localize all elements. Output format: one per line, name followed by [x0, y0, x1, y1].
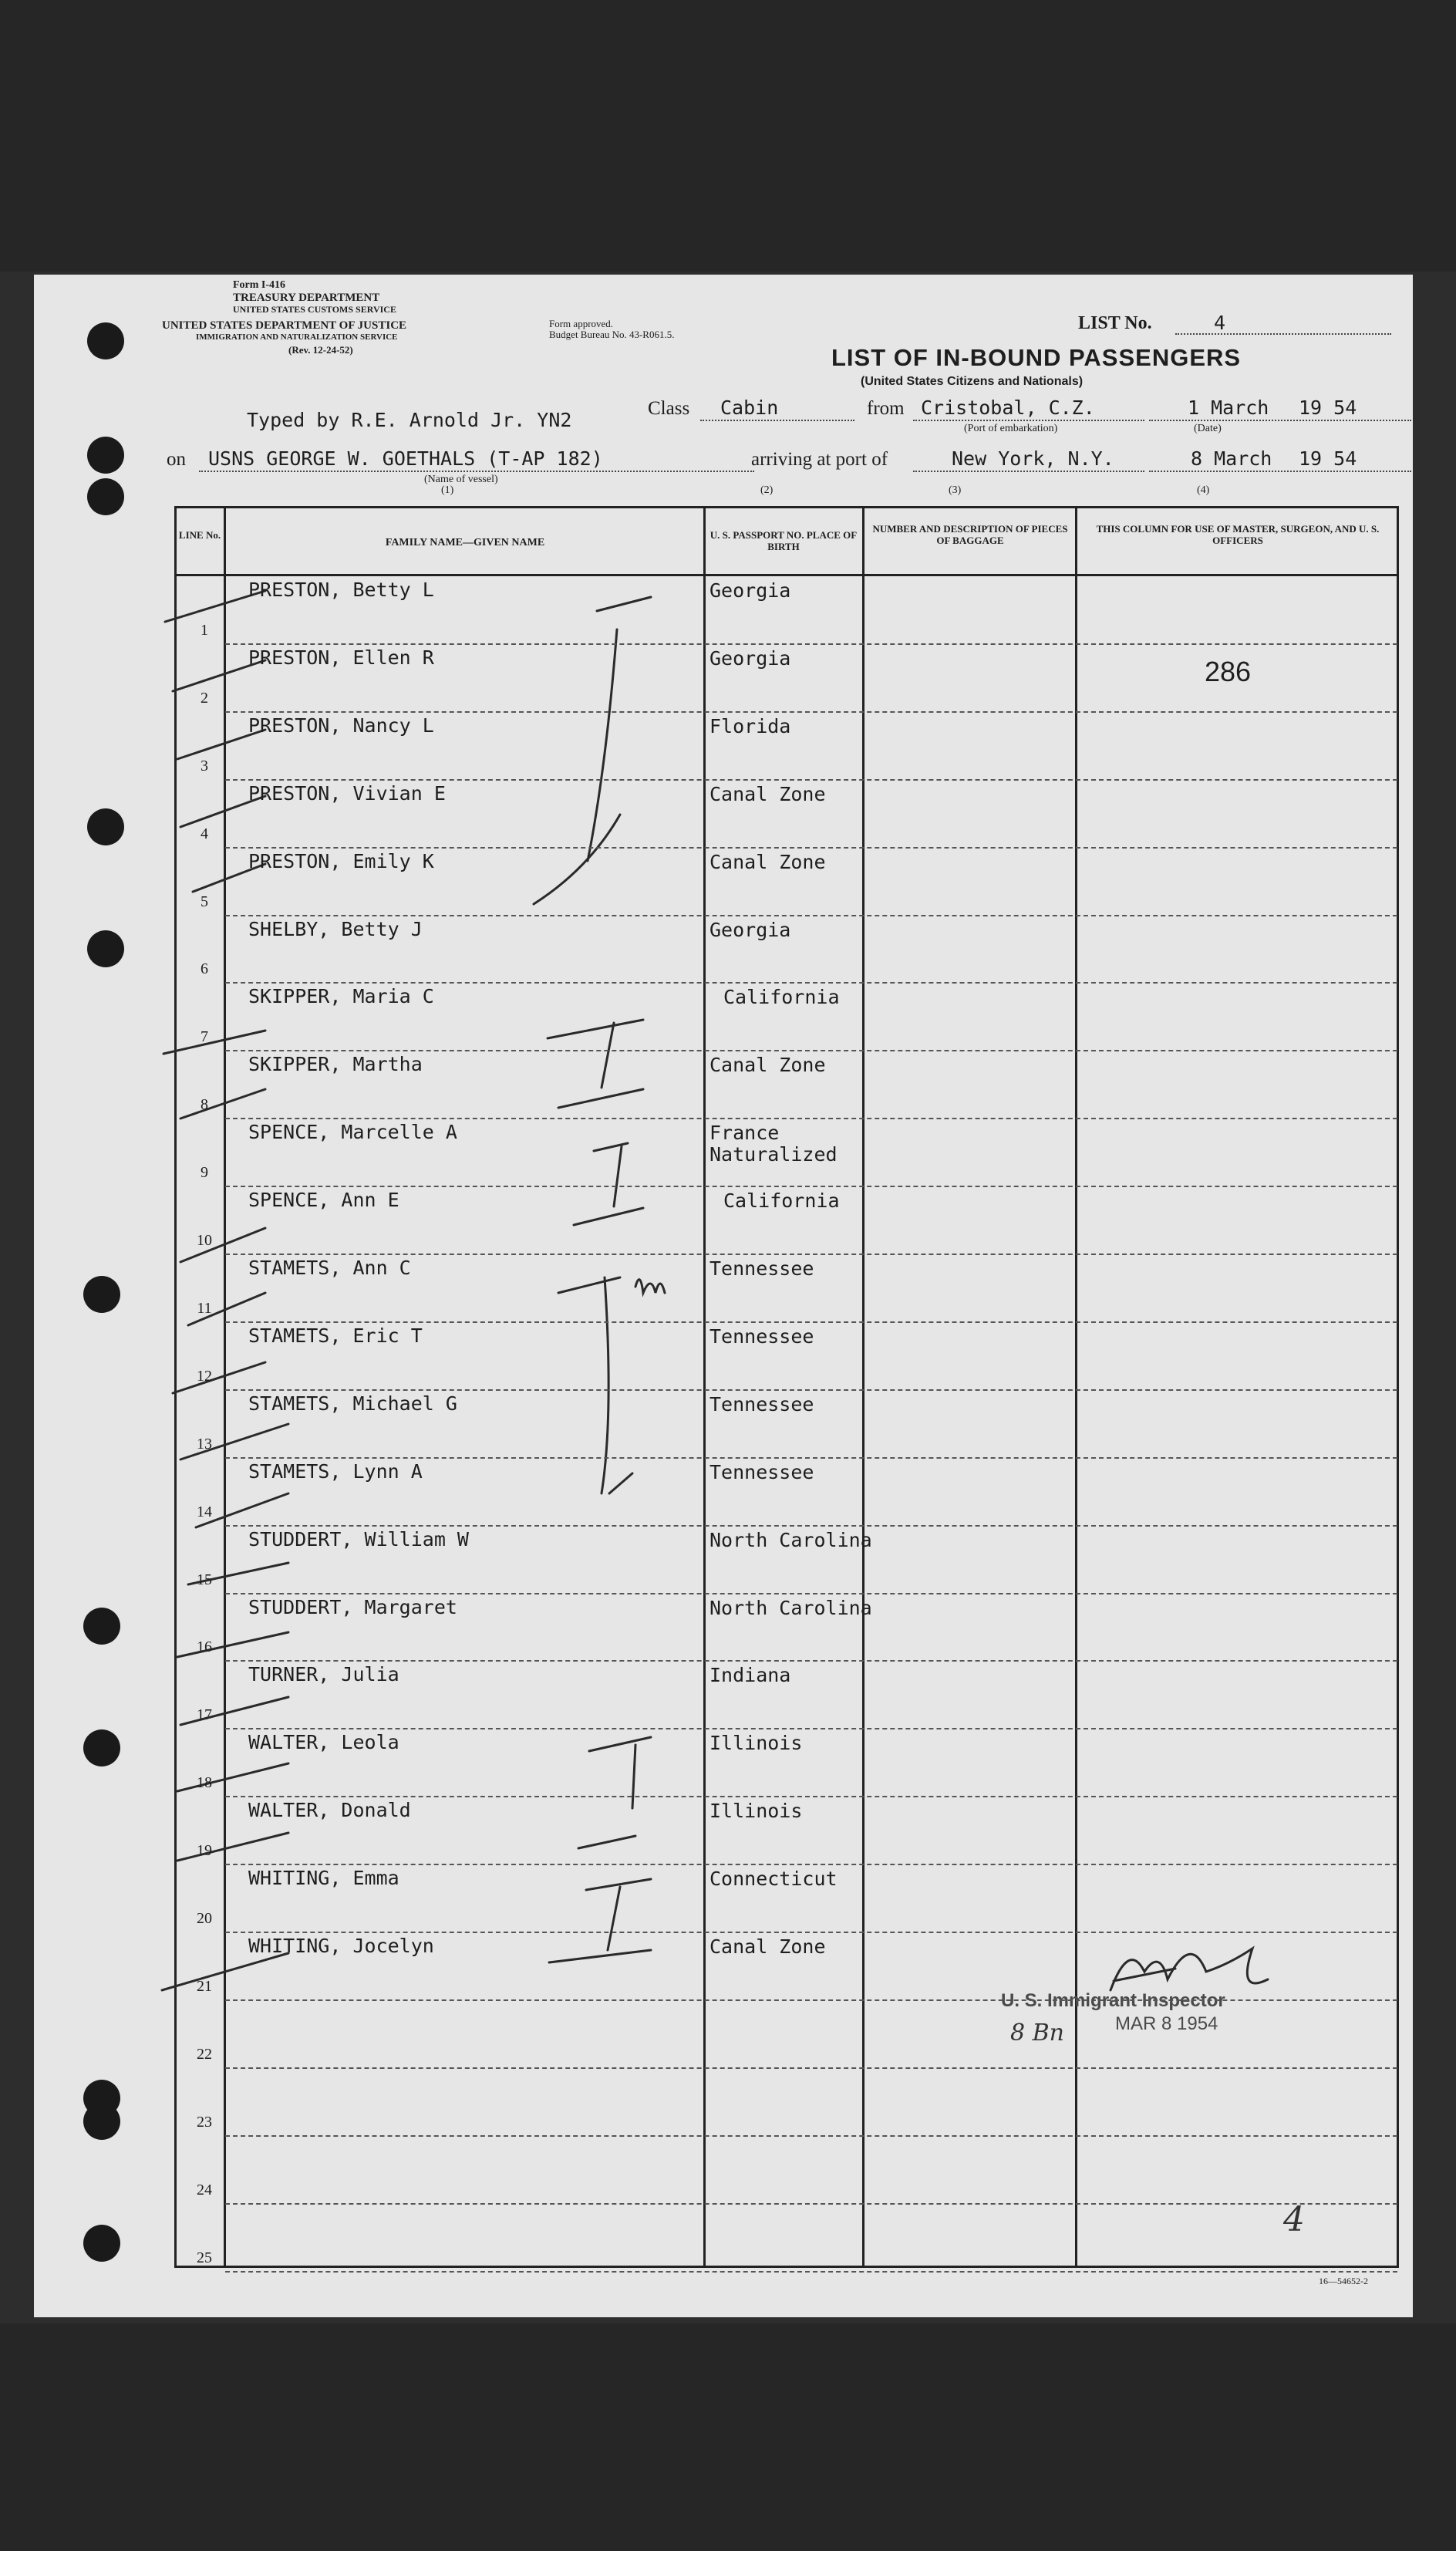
place-of-birth: Georgia	[709, 579, 791, 602]
line-number: 15	[197, 1571, 212, 1588]
line-number: 22	[197, 2046, 212, 2063]
column-number-4: (4)	[1197, 484, 1210, 496]
form-approved: Form approved.	[549, 318, 614, 329]
line-number: 14	[197, 1503, 212, 1520]
passenger-name: SKIPPER, Maria C	[248, 985, 434, 1007]
line-number: 10	[197, 1232, 212, 1249]
line-number: 4	[201, 825, 208, 842]
passenger-name: WALTER, Leola	[248, 1731, 399, 1753]
line-number: 9	[201, 1164, 208, 1181]
officer-initials: 8 Bn	[1010, 2020, 1064, 2047]
bracket-mark	[558, 1089, 643, 1108]
place-of-birth: California	[723, 986, 840, 1008]
embarkation-year: 19 54	[1299, 396, 1357, 419]
bracket-mark	[574, 1208, 643, 1225]
scanner-background-bottom	[0, 2323, 1456, 2551]
row-divider	[225, 1660, 1397, 1662]
justice-department: UNITED STATES DEPARTMENT OF JUSTICE	[162, 319, 407, 332]
line-number: 5	[201, 893, 208, 910]
row-divider	[225, 1593, 1397, 1594]
row-divider	[225, 2271, 1397, 2273]
passenger-name: WHITING, Jocelyn	[248, 1935, 434, 1957]
arrival-year: 19 54	[1299, 447, 1357, 470]
row-divider	[225, 1254, 1397, 1255]
place-of-birth: Tennessee	[709, 1257, 814, 1280]
place-of-birth: Georgia	[709, 647, 791, 670]
officers-header: THIS COLUMN FOR USE OF MASTER, SURGEON, AND U. S. OFFICERS	[1096, 523, 1380, 546]
row-divider	[225, 2135, 1397, 2137]
row-divider	[225, 779, 1397, 781]
place-of-birth: Illinois	[709, 1732, 803, 1754]
bracket-mark	[608, 1887, 620, 1950]
place-of-birth: Florida	[709, 715, 791, 737]
list-no-value: 4	[1214, 312, 1226, 334]
line-number: 25	[197, 2249, 212, 2266]
line-number: 13	[197, 1436, 212, 1453]
place-of-birth: France	[709, 1122, 780, 1144]
on-label: on	[167, 449, 186, 470]
bracket-mark	[534, 815, 620, 904]
passenger-name: PRESTON, Ellen R	[248, 646, 434, 669]
place-of-birth: Canal Zone	[709, 1054, 826, 1076]
line-number: 3	[201, 758, 208, 774]
scanner-background-top	[0, 0, 1456, 272]
line-number: 16	[197, 1638, 212, 1655]
passenger-name: PRESTON, Emily K	[248, 850, 434, 872]
bracket-mark	[549, 1950, 651, 1962]
row-divider	[225, 847, 1397, 849]
embarkation-date: 1 March	[1188, 396, 1269, 419]
customs-service: UNITED STATES CUSTOMS SERVICE	[233, 304, 396, 315]
line-number: 24	[197, 2182, 212, 2198]
place-of-birth: Tennessee	[709, 1325, 814, 1348]
bracket-mark	[602, 1277, 608, 1493]
line-number: 17	[197, 1706, 212, 1723]
bracket-mark	[597, 597, 651, 611]
bracket-mark	[589, 1737, 651, 1751]
place-of-birth: Indiana	[709, 1664, 791, 1686]
vessel-name: USNS GEORGE W. GOETHALS (T-AP 182)	[208, 447, 603, 470]
row-divider	[225, 1932, 1397, 1933]
row-divider	[225, 711, 1397, 713]
bracket-mark	[594, 1143, 628, 1151]
line-number: 21	[197, 1978, 212, 1995]
passenger-name: SKIPPER, Martha	[248, 1053, 423, 1075]
row-divider	[225, 915, 1397, 916]
passenger-name: STUDDERT, William W	[248, 1528, 469, 1551]
bracket-mark	[578, 1836, 635, 1848]
list-no-label: LIST No.	[1078, 313, 1152, 333]
passenger-name: PRESTON, Betty L	[248, 579, 434, 601]
passenger-manifest-sheet	[34, 275, 1413, 2317]
passenger-name: STAMETS, Michael G	[248, 1392, 457, 1415]
line-number: 18	[197, 1774, 212, 1791]
passenger-name: WHITING, Emma	[248, 1867, 399, 1889]
line-number: 6	[201, 960, 208, 977]
bracket-mark	[614, 1146, 622, 1206]
immigration-service: IMMIGRATION AND NATURALIZATION SERVICE	[196, 332, 398, 342]
place-of-birth: Canal Zone	[709, 783, 826, 805]
passenger-name: STAMETS, Lynn A	[248, 1460, 423, 1483]
passenger-name: STUDDERT, Margaret	[248, 1596, 457, 1618]
place-of-birth-note: Naturalized	[709, 1143, 838, 1166]
row-divider	[225, 1525, 1397, 1527]
line-number: 20	[197, 1910, 212, 1927]
bracket-mark	[602, 1023, 614, 1088]
inspector-stamp: U. S. Immigrant Inspector	[1001, 1990, 1225, 2011]
place-of-birth: Tennessee	[709, 1393, 814, 1416]
place-of-birth: Canal Zone	[709, 1935, 826, 1958]
bracket-mark	[609, 1473, 632, 1493]
line-number: 1	[201, 622, 208, 639]
passenger-name: PRESTON, Vivian E	[248, 782, 446, 805]
passport-header: U. S. PASSPORT NO. PLACE OF BIRTH	[709, 529, 858, 552]
place-of-birth: Canal Zone	[709, 851, 826, 873]
passenger-name: SPENCE, Marcelle A	[248, 1121, 457, 1143]
row-divider	[225, 643, 1397, 645]
line-number: 19	[197, 1842, 212, 1859]
passenger-name: SPENCE, Ann E	[248, 1189, 399, 1211]
row-divider	[225, 1186, 1397, 1187]
bracket-mark	[558, 1277, 620, 1293]
line-number: 8	[201, 1096, 208, 1113]
row-divider	[225, 2203, 1397, 2205]
place-of-birth: Georgia	[709, 919, 791, 941]
row-divider	[225, 1321, 1397, 1323]
port-of-arrival: New York, N.Y.	[952, 447, 1114, 470]
bracket-mark	[548, 1020, 643, 1038]
baggage-header: NUMBER AND DESCRIPTION OF PIECES OF BAGGAGE	[872, 523, 1068, 546]
passenger-name: PRESTON, Nancy L	[248, 714, 434, 737]
row-divider	[225, 1050, 1397, 1051]
name-header: FAMILY NAME—GIVEN NAME	[385, 537, 545, 548]
arriving-label: arriving at port of	[751, 449, 888, 470]
column-number-1: (1)	[441, 484, 454, 496]
place-of-birth: Illinois	[709, 1800, 803, 1822]
budget-bureau-number: Budget Bureau No. 43-R061.5.	[549, 329, 675, 340]
form-number: Form I-416	[233, 279, 286, 291]
officer-number: 286	[1205, 656, 1252, 687]
document-title: LIST OF IN-BOUND PASSENGERS	[831, 344, 1242, 371]
row-divider	[225, 1864, 1397, 1865]
row-divider	[225, 1457, 1397, 1459]
place-of-birth: North Carolina	[709, 1529, 872, 1551]
row-divider	[225, 1728, 1397, 1729]
passenger-name: STAMETS, Eric T	[248, 1324, 423, 1347]
line-number: 2	[201, 690, 208, 707]
place-of-birth: Tennessee	[709, 1461, 814, 1483]
passenger-name: WALTER, Donald	[248, 1799, 411, 1821]
vessel-caption: (Name of vessel)	[424, 474, 498, 485]
place-of-birth: Connecticut	[709, 1868, 838, 1890]
row-divider	[225, 2067, 1397, 2069]
place-of-birth: North Carolina	[709, 1597, 872, 1619]
class-value: Cabin	[720, 396, 779, 419]
stamp-date: MAR 8 1954	[1115, 2013, 1218, 2034]
line-number: 7	[201, 1028, 208, 1045]
bracket-mark	[635, 1280, 665, 1293]
line-number: 11	[197, 1300, 212, 1317]
passenger-name: STAMETS, Ann C	[248, 1257, 411, 1279]
passenger-name: TURNER, Julia	[248, 1663, 399, 1685]
port-of-embarkation: Cristobal, C.Z.	[921, 396, 1095, 419]
page-mark: 4	[1283, 2200, 1305, 2239]
column-number-3: (3)	[949, 484, 962, 496]
revision-date: (Rev. 12-24-52)	[288, 344, 353, 356]
treasury-department: TREASURY DEPARTMENT	[233, 292, 380, 304]
inspector-signature	[1111, 1949, 1268, 1990]
port-embarkation-caption: (Port of embarkation)	[964, 423, 1058, 434]
place-of-birth: California	[723, 1189, 840, 1212]
line-no-header: LINE No.	[178, 529, 221, 541]
line-number: 23	[197, 2114, 212, 2131]
from-label: from	[867, 398, 905, 419]
date-caption: (Date)	[1194, 423, 1222, 434]
document-subtitle: (United States Citizens and Nationals)	[861, 375, 1084, 388]
row-divider	[225, 1999, 1397, 2001]
form-code: 16—54652-2	[1319, 2276, 1368, 2286]
bracket-mark	[586, 1879, 651, 1890]
row-divider	[225, 982, 1397, 984]
class-label: Class	[648, 398, 690, 419]
row-divider	[225, 1118, 1397, 1119]
column-number-2: (2)	[760, 484, 774, 496]
line-number: 12	[197, 1368, 212, 1385]
passenger-name: SHELBY, Betty J	[248, 918, 423, 940]
arrival-date: 8 March	[1191, 447, 1272, 470]
bracket-mark	[632, 1745, 635, 1808]
typed-by: Typed by R.E. Arnold Jr. YN2	[247, 409, 572, 431]
row-divider	[225, 1796, 1397, 1797]
row-divider	[225, 1389, 1397, 1391]
